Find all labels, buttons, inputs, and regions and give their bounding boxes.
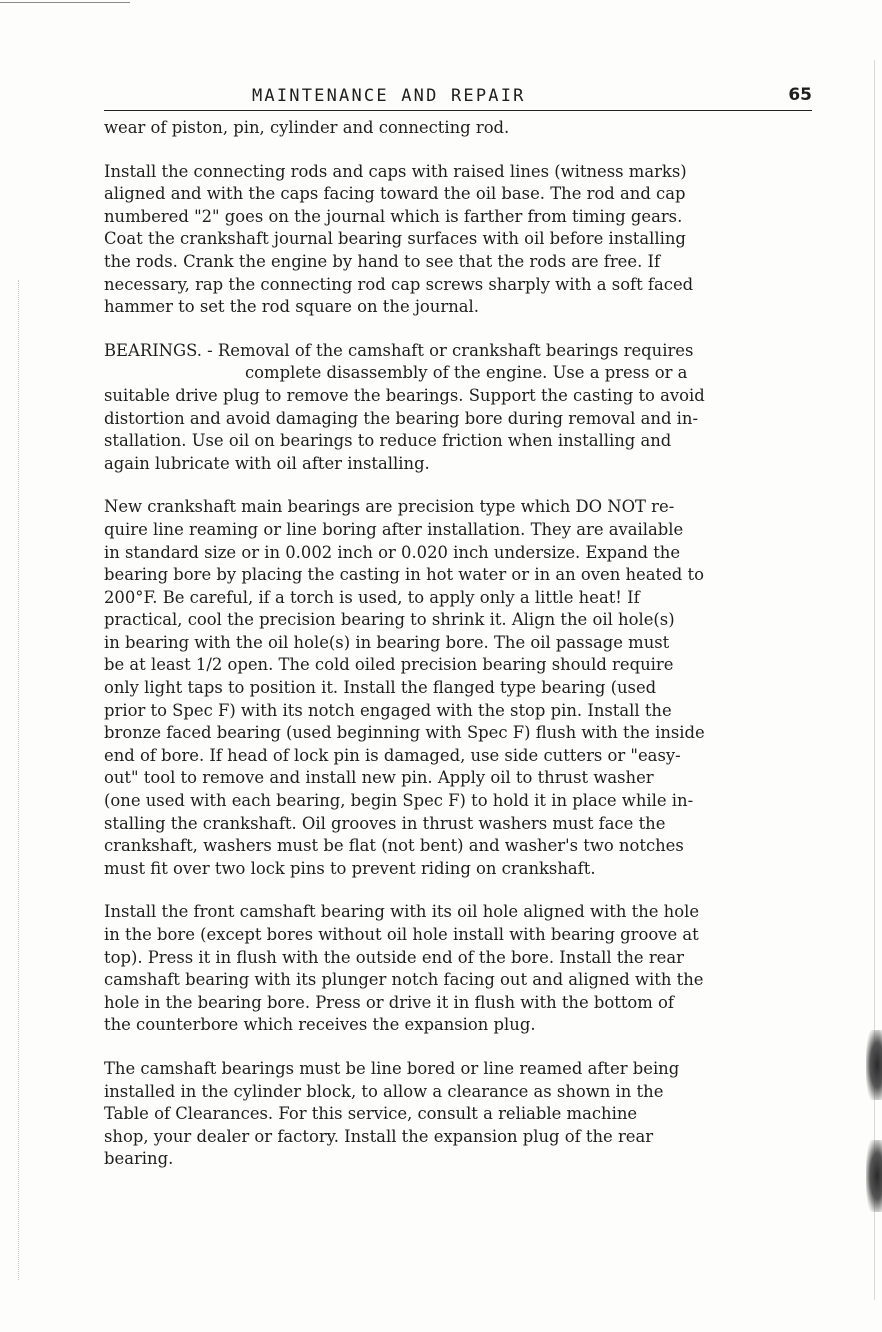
text-line: prior to Spec F) with its notch engaged with the stop pin. Install the [104, 700, 672, 720]
text-line: The camshaft bearings must be line bored or line reamed after being [104, 1058, 680, 1078]
text-line: practical, cool the precision bearing to shrink it. Align the oil hole(s) [104, 610, 675, 630]
paragraph-line-boring [104, 1058, 820, 1171]
section-heading-line: BEARINGS. - Removal of the camshaft or crankshaft bearings requires [104, 340, 694, 360]
text-line: suitable drive plug to remove the bearings. Support the casting to avoid [104, 385, 705, 405]
text-line: hole in the bearing bore. Press or drive it in flush with the bottom of [104, 992, 674, 1012]
text-line: be at least 1/2 open. The cold oiled precision bearing should require [104, 655, 674, 675]
binding-shadow-lower [866, 1140, 882, 1212]
page-edge-left [18, 280, 20, 1280]
text-line: only light taps to position it. Install the flanged type bearing (used [104, 678, 657, 698]
text-line: stalling the crankshaft. Oil grooves in thrust washers must face the [104, 813, 666, 833]
text-line: Install the connecting rods and caps with raised lines (witness marks) [104, 161, 687, 181]
text-line: (one used with each bearing, begin Spec F) to hold it in place while in- [104, 791, 694, 811]
text-line: distortion and avoid damaging the bearing bore during removal and in- [104, 408, 698, 428]
page-edge-right [874, 60, 876, 1300]
text-line: end of bore. If head of lock pin is damaged, use side cutters or "easy- [104, 745, 681, 765]
text-line: in bearing with the oil hole(s) in bearing bore. The oil passage must [104, 632, 670, 652]
text-line: Install the front camshaft bearing with its oil hole aligned with the hole [104, 902, 700, 922]
text-line: necessary, rap the connecting rod cap screws sharply with a soft faced [104, 274, 694, 294]
running-title: MAINTENANCE AND REPAIR [252, 86, 526, 106]
paragraph-connecting-rods [104, 161, 820, 319]
text-line: complete disassembly of the engine. Use a press or a [245, 363, 688, 383]
text-line: crankshaft, washers must be flat (not bent) and washer's two notches [104, 836, 684, 856]
paragraph-bearings [104, 340, 820, 476]
text-line: the rods. Crank the engine by hand to see that the rods are free. If [104, 251, 661, 271]
paragraph-camshaft-install [104, 901, 820, 1037]
text-line: hammer to set the rod square on the journal. [104, 297, 479, 317]
page-header [104, 86, 812, 111]
paragraph-wear [104, 117, 820, 140]
paragraph-main-bearings [104, 496, 820, 880]
text-line: shop, your dealer or factory. Install the expansion plug of the rear [104, 1126, 654, 1146]
text-line: top). Press it in flush with the outside end of the bore. Install the rear [104, 947, 684, 967]
text-line: in the bore (except bores without oil hole install with bearing groove at [104, 925, 699, 944]
text-line: bronze faced bearing (used beginning with Spec F) flush with the inside [104, 723, 705, 743]
text-line: numbered "2" goes on the journal which is farther from timing gears. [104, 206, 683, 226]
text-line: camshaft bearing with its plunger notch facing out and aligned with the [104, 970, 704, 990]
text-line: bearing. [104, 1149, 174, 1169]
text-line: the counterbore which receives the expansion plug. [104, 1015, 536, 1035]
text-line: out" tool to remove and install new pin. Apply oil to thrust washer [104, 768, 654, 788]
text-line: bearing bore by placing the casting in hot water or in an oven heated to [104, 565, 704, 585]
text-line: stallation. Use oil on bearings to reduce friction when installing and [104, 431, 672, 451]
text-line: installed in the cylinder block, to allow a clearance as shown in the [104, 1081, 664, 1101]
page-number: 65 [788, 85, 812, 105]
text-line: Coat the crankshaft journal bearing surfaces with oil before installing [104, 229, 686, 249]
text-line: must fit over two lock pins to prevent riding on crankshaft. [104, 858, 596, 878]
scan-corner-line [0, 2, 130, 3]
text-line: 200°F. Be careful, if a torch is used, to apply only a little heat! If [104, 587, 640, 607]
text-line: aligned and with the caps facing toward the oil base. The rod and cap [104, 184, 686, 204]
body-text [104, 117, 820, 1192]
text-line: in standard size or in 0.002 inch or 0.020 inch undersize. Expand the [104, 542, 681, 562]
text-line: wear of piston, pin, cylinder and connecting rod. [104, 118, 510, 137]
text-line: again lubricate with oil after installing. [104, 453, 430, 473]
text-line: New crankshaft main bearings are precision type which DO NOT re- [104, 497, 675, 517]
binding-shadow-upper [866, 1030, 882, 1100]
text-line: quire line reaming or line boring after installation. They are available [104, 519, 684, 539]
text-line: Table of Clearances. For this service, consult a reliable machine [104, 1104, 638, 1124]
